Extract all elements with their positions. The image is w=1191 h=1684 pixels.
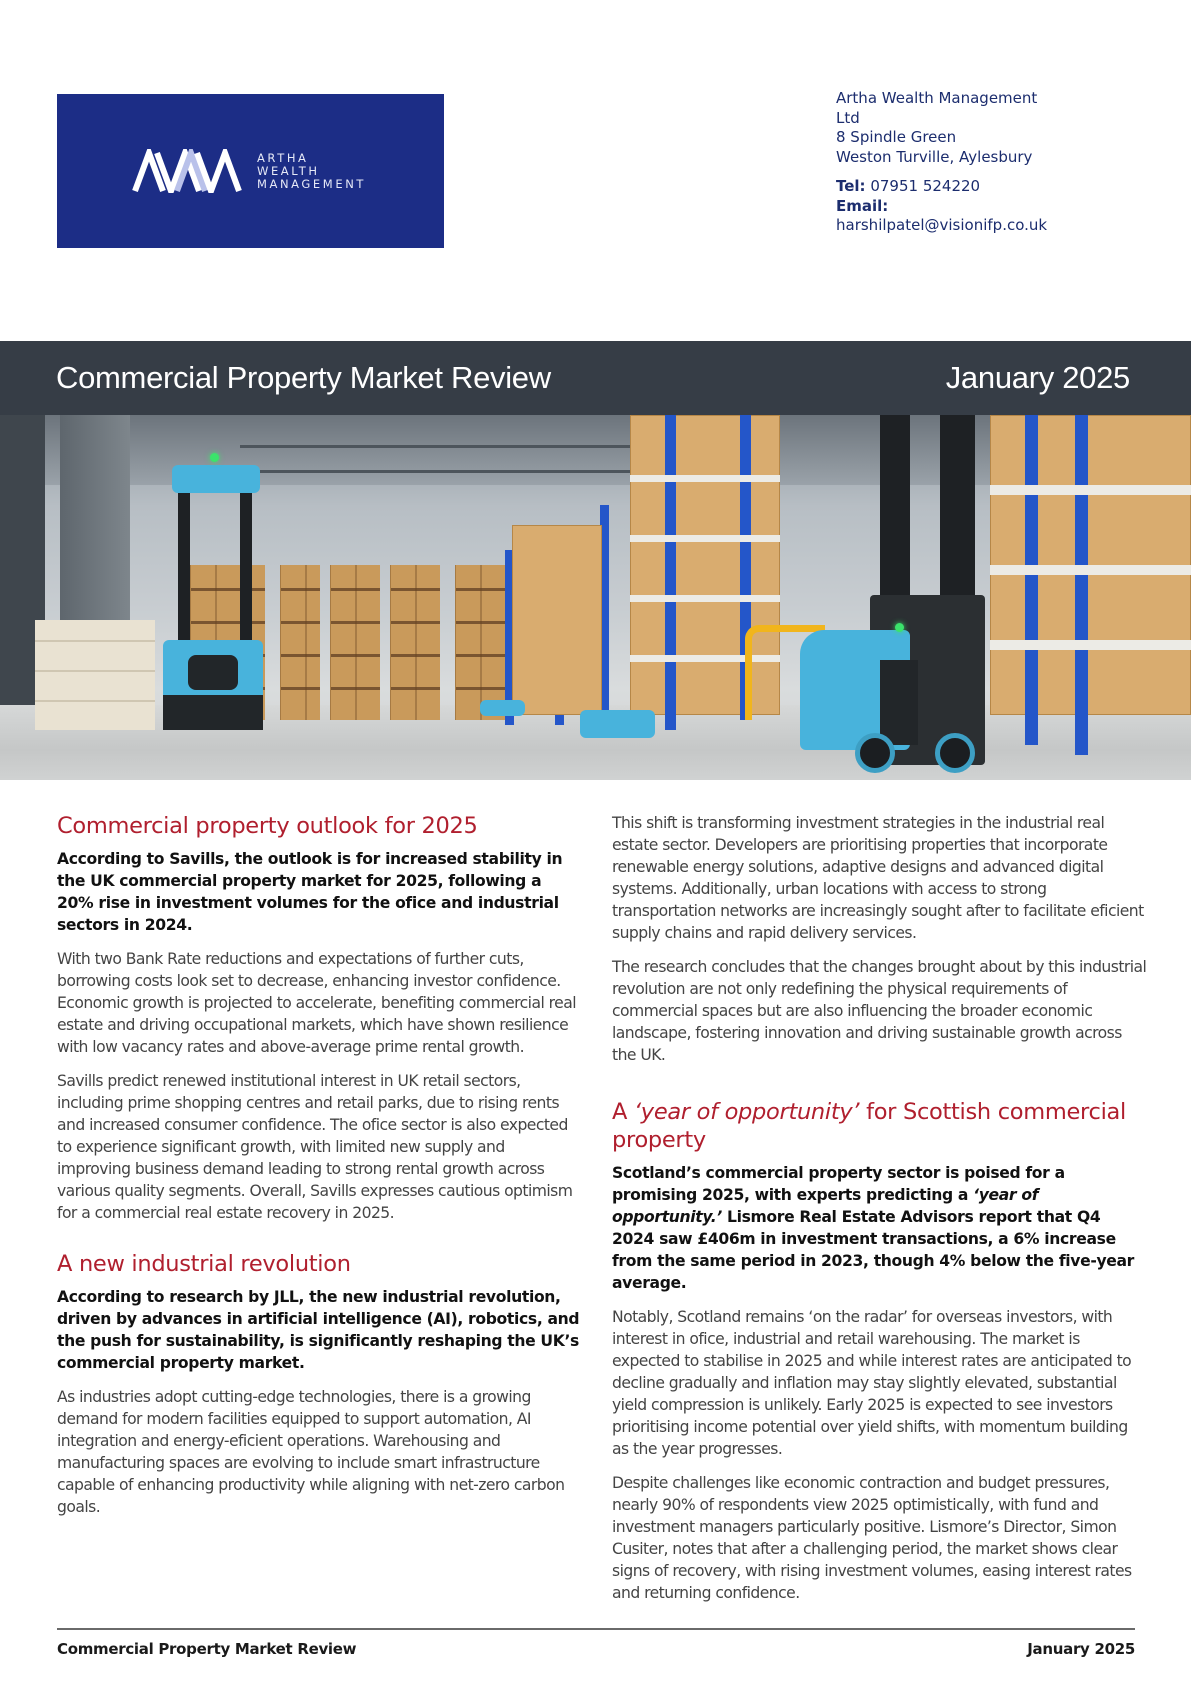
section-paragraph: Despite challenges like economic contraction and budget pressures, nearly 90% of respondents view 2025 optimistically, with fund and investment managers particularly positive. Lismore’s Director, Simon Cusiter, notes that after a challenging period, the market shows clear signs of recovery, with rising investment volumes, easing interest rates and returning confidence. [612, 1474, 1132, 1602]
robot-mast [940, 415, 975, 615]
section-paragraph: With two Bank Rate reductions and expectations of further cuts, borrowing costs look set to decrease, enhancing investor confidence. Economic growth is projected to accelerate, benefiting commercial real estate and driving occupational markets, which have shown resilience with low vacancy rates and above-average prime rental growth. [57, 950, 576, 1056]
section-paragraph: This shift is transforming investment strategies in the industrial real estate sector. Developers are prioritising properties that incorporate renewable energy solutions, adaptive designs and advanced digital systems. Additionally, urban locations with access to strong transportation networks are increasingly sought after to facilitate eficient supply chains and rapid delivery services. [612, 814, 1144, 942]
company-logo [57, 94, 444, 248]
footer-date: January 2025 [1027, 1640, 1135, 1658]
logo-line-management: MANAGEMENT [256, 176, 367, 191]
logo-wordmark [257, 152, 366, 191]
email-label-row [836, 197, 1136, 217]
lead-italic: ‘year of opportunity.’ [612, 1186, 1039, 1226]
document-title: Commercial Property Market Review [56, 360, 551, 395]
lead-part: Scotland’s commercial property sector is poised for a promising 2025, with experts predicting a [612, 1164, 1065, 1204]
robot-status-light [895, 623, 904, 632]
robot-mast [880, 415, 910, 615]
rack-upright [1025, 415, 1038, 745]
section-lead [612, 1162, 1147, 1294]
logo-line-artha: ARTHA [256, 150, 309, 165]
document-date: January 2025 [945, 360, 1130, 395]
section-outlook-2025 [57, 812, 582, 1224]
robot-mast [178, 475, 190, 645]
section-industrial-revolution [57, 1250, 582, 1518]
page-footer [57, 1640, 1135, 1658]
section-scottish-property [612, 1098, 1147, 1604]
shelved-boxes [512, 525, 602, 715]
tel-label: Tel: [836, 177, 866, 195]
address-line-2: Weston Turville, Aylesbury [836, 147, 1033, 166]
robot-wheel [935, 733, 975, 773]
section-heading [612, 1098, 1147, 1154]
rack-shelf [990, 485, 1191, 495]
rack-shelf [630, 475, 780, 482]
rack-shelf [990, 640, 1191, 650]
heading-suffix: for Scottish commercial property [612, 1099, 1126, 1153]
heading-prefix: A [612, 1099, 634, 1125]
robot-base [163, 695, 263, 730]
email-label: Email: [836, 196, 889, 215]
rack-upright [665, 415, 676, 730]
ceiling-beam [240, 445, 670, 448]
rack-shelf [630, 535, 780, 542]
address-line-1: 8 Spindle Green [836, 128, 957, 146]
section-industrial-revolution-cont [612, 812, 1147, 1066]
company-address [836, 89, 1136, 167]
rack-upright [1075, 415, 1088, 755]
company-name-suffix: Ltd [836, 108, 860, 127]
rack-shelf [630, 595, 780, 602]
rack-shelf [990, 565, 1191, 575]
robot-top [172, 465, 260, 493]
section-paragraph: Savills predict renewed institutional interest in UK retail sectors, including prime shopping centres and retail parks, due to rising rents and increased consumer confidence. The ofice sector is also expected to experience significant growth, with limited new supply and improving business demand leading to strong rental growth across various quality segments. Overall, Savills expresses cautious optimism for a commercial real estate recovery in 2025. [57, 1072, 573, 1222]
left-column [57, 812, 582, 1518]
agv-robot [580, 710, 655, 738]
heading-italic: ‘year of opportunity’ [633, 1099, 860, 1125]
email-link[interactable]: harshilpatel@visionifp.co.uk [836, 216, 1048, 234]
robot-door [880, 660, 918, 745]
pallet-stack [455, 565, 505, 720]
awm-monogram-icon [131, 149, 243, 193]
section-paragraph: Notably, Scotland remains ‘on the radar’ for overseas investors, with interest in ofice, industrial and retail warehousing. The market is expected to stabilise in 2025 and while interest rates are anticipated to decline gradually and inflation may stay slightly elevated, substantial yield compression is unlikely. Early 2025 is expected to see investors prioritising income potential over yield shifts, with momentum building as the year progresses. [612, 1308, 1132, 1458]
hero-warehouse-image [0, 415, 1191, 780]
pallet-stack [390, 565, 440, 720]
pallet-stack [280, 565, 320, 720]
phone-row [836, 177, 1136, 197]
section-lead: According to Savills, the outlook is for increased stability in the UK commercial property market for 2025, following a 20% rise in investment volumes for the ofice and industrial sectors in 2024. [57, 850, 563, 934]
section-heading: Commercial property outlook for 2025 [57, 813, 478, 839]
lead-part: Lismore Real Estate Advisors report that Q4 2024 saw £406m in investment transactions, a 6% increase from the same period in 2023, though 4% below the five-year average. [612, 1208, 1134, 1292]
contact-block [836, 89, 1136, 236]
wrapped-pallets [35, 620, 155, 730]
section-paragraph: As industries adopt cutting-edge technologies, there is a growing demand for modern facilities equipped to support automation, AI integration and energy-eficient operations. Warehousing and manufacturing spaces are evolving to include smart infrastructure capable of enhancing productivity while aligning with net-zero carbon goals. [57, 1388, 565, 1516]
footer-title: Commercial Property Market Review [57, 1640, 357, 1658]
title-bar [0, 341, 1191, 415]
ceiling-beam [240, 470, 670, 473]
tel-value[interactable]: 07951 524220 [870, 177, 981, 195]
robot-wheel [855, 733, 895, 773]
logo-line-wealth: WEALTH [256, 163, 320, 178]
agv-robot [480, 700, 525, 716]
section-paragraph: The research concludes that the changes brought about by this industrial revolution are not only redefining the physical requirements of commercial spaces but are also influencing the broader economic landscape, fostering innovation and driving sustainable growth across the UK. [612, 958, 1147, 1064]
robot-panel [188, 655, 238, 690]
robot-status-light [210, 453, 219, 462]
footer-divider [57, 1628, 1135, 1630]
pallet-stack [330, 565, 380, 720]
right-column [612, 812, 1147, 1604]
robot-mast [240, 475, 252, 645]
company-name: Artha Wealth Management [836, 89, 1038, 107]
section-lead: According to research by JLL, the new industrial revolution, driven by advances in artificial intelligence (AI), robotics, and the push for sustainability, is significantly reshaping the UK’s commercial property market. [57, 1288, 580, 1372]
section-heading: A new industrial revolution [57, 1251, 351, 1277]
